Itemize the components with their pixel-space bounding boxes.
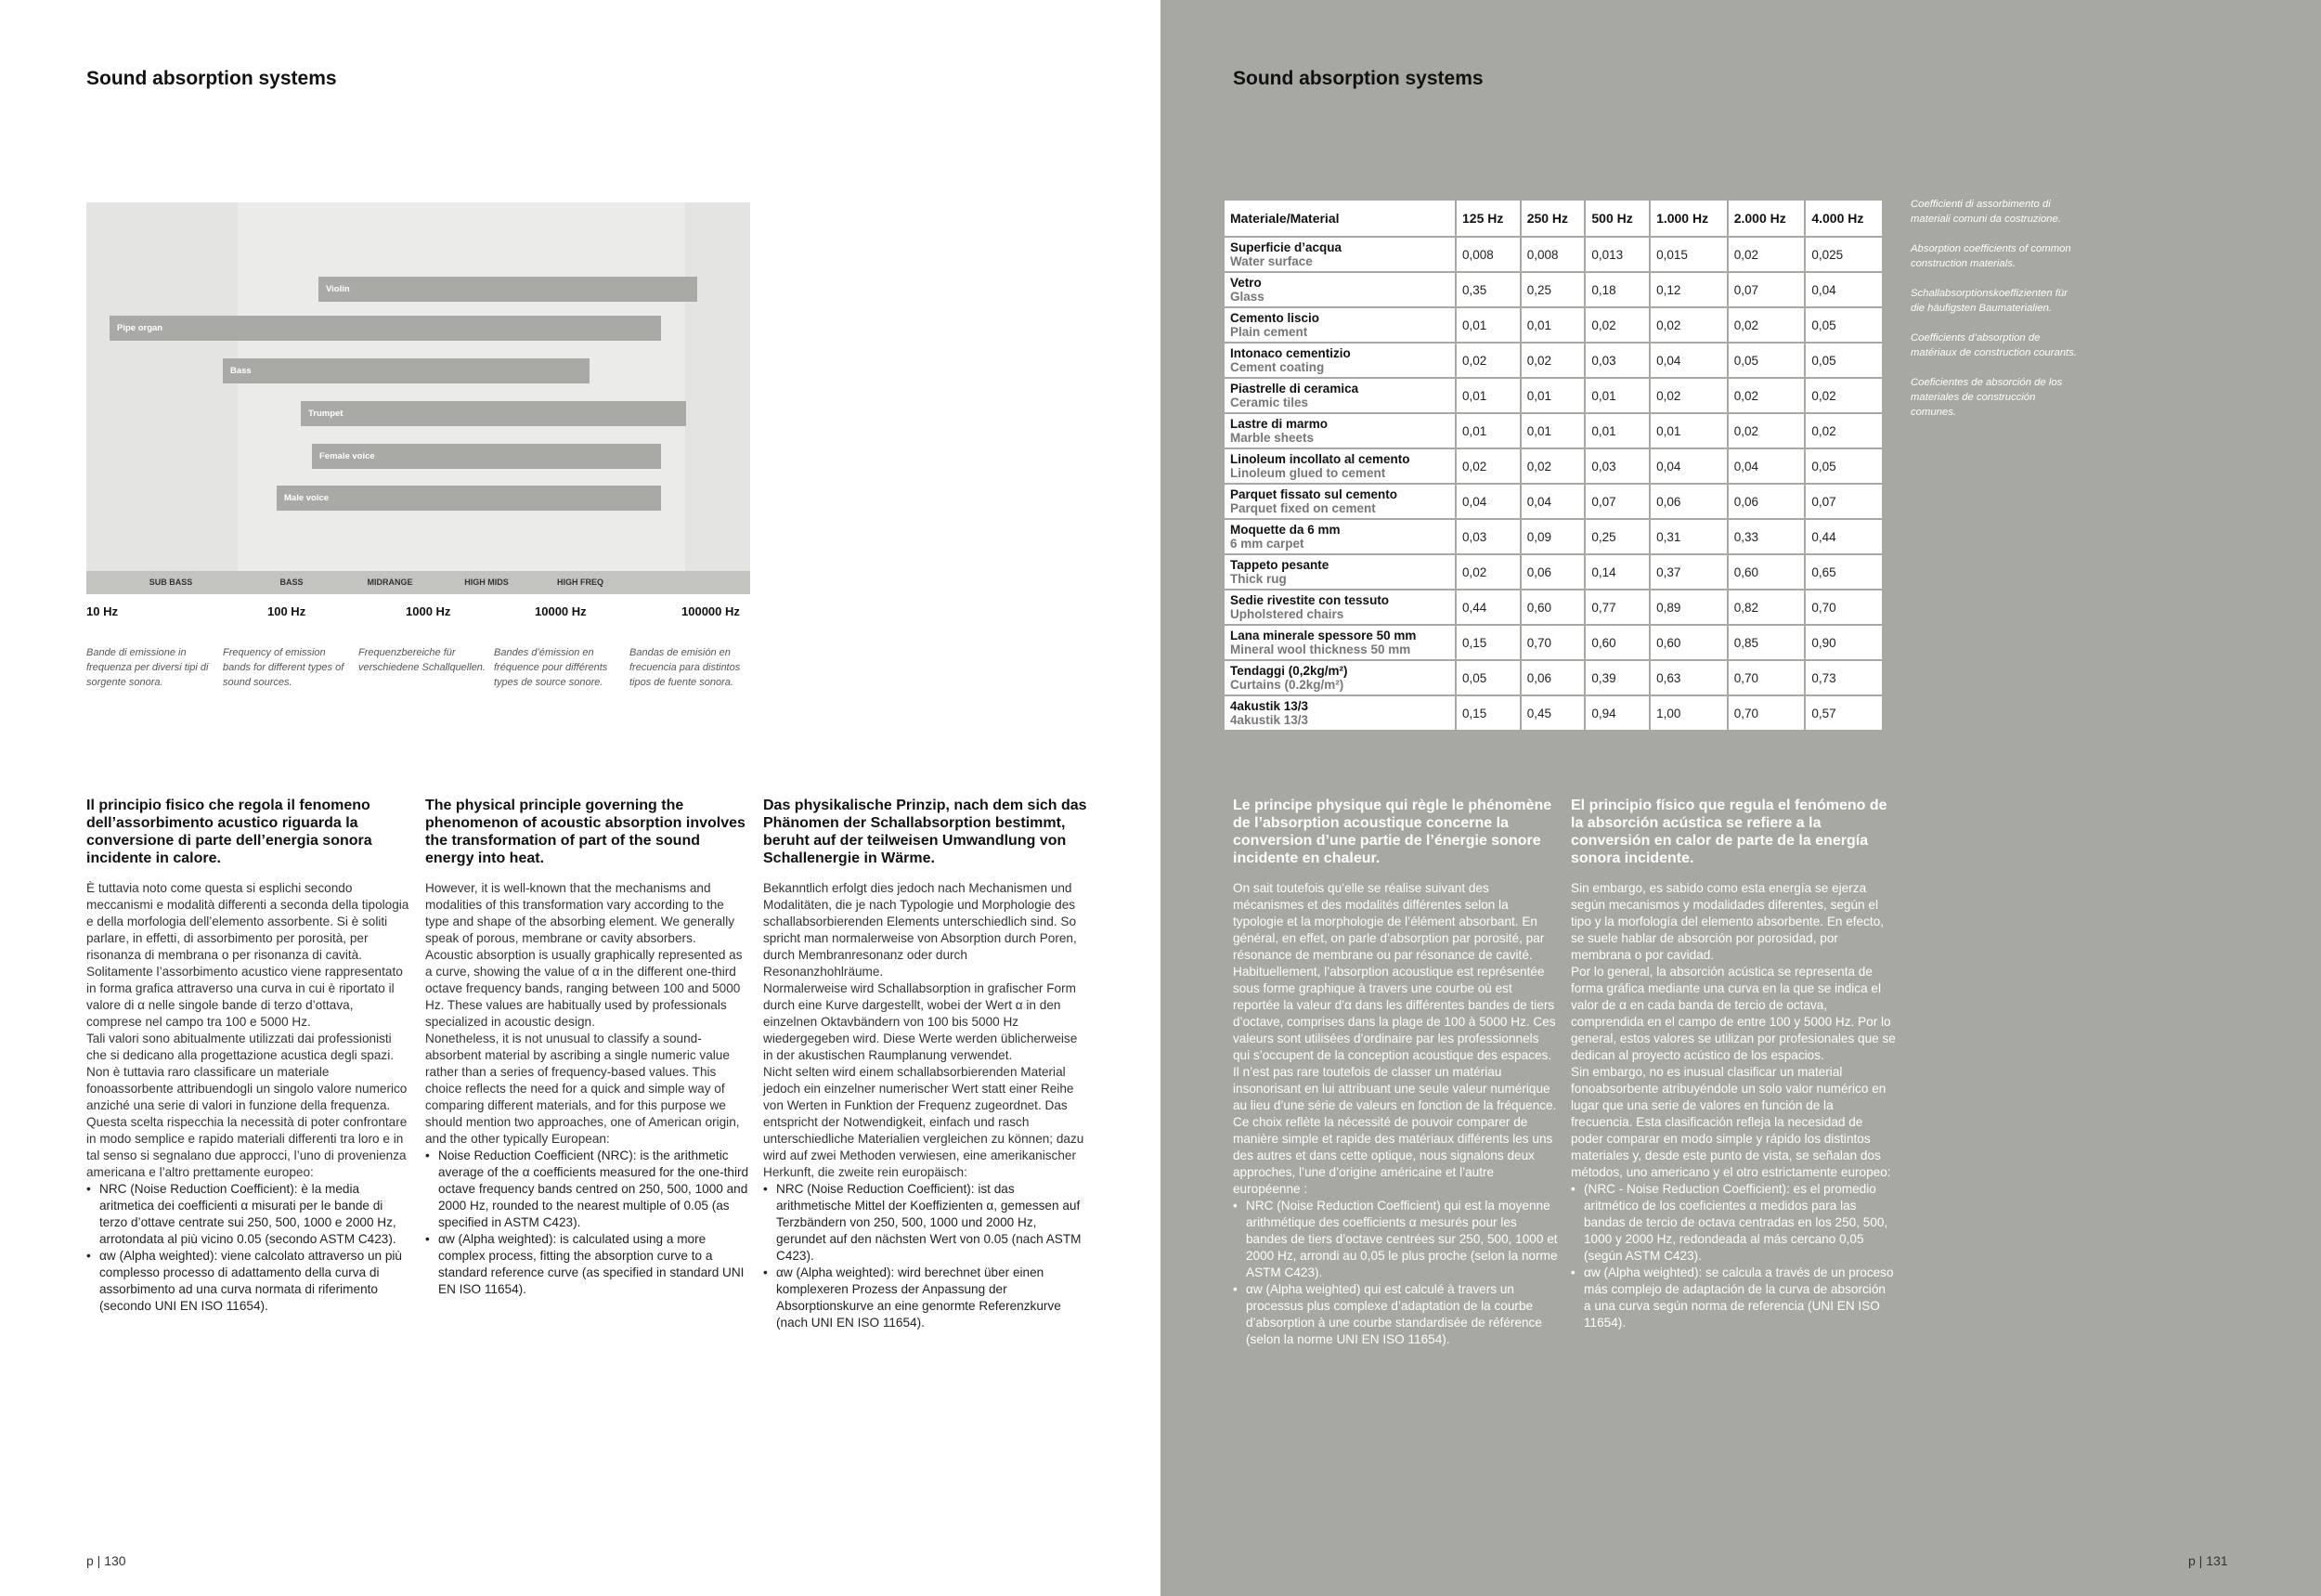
table-row	[1224, 554, 1883, 590]
value-cell: 0,02	[1456, 554, 1521, 590]
paragraph: È tuttavia noto come questa si esplichi secondo meccanismi e modalità differenti a seconda della tipologia e della morfologia dell’elemento assorbente. Si è soliti parlare, in effetti, di assorbimento per porosità, per risonanza di membrana o per risonanza di cavità.	[86, 881, 409, 962]
value-cell: 0,01	[1585, 413, 1650, 448]
value-cell: 0,44	[1805, 519, 1883, 554]
paragraph: Habituellement, l’absorption acoustique est représentée sous forme graphique à travers une courbe où est reportée la valeur d’α dans les différentes bandes de tiers d’octave, comprises dans la plage de 100 à 5000 Hz. Ces valeurs sont utilisées d’ordinaire par les professionnels qui s’occupent de la conception acoustique des espaces.	[1233, 965, 1556, 1062]
value-cell: 0,90	[1805, 625, 1883, 660]
paragraph: Il n’est pas rare toutefois de classer un matériau insonorisant en lui attribuant une seule valeur numérique au lieu d’une série de valeurs en fonction de la fréquence. Ce choix reflète la nécessité de pouvoir comparer de manière simple et rapide des matériaux différents les uns des autres et dans cette optique, nous signalons deux approches, l’une d’origine américaine et l’autre européenne :	[1233, 1065, 1557, 1196]
value-cell: 0,02	[1650, 378, 1728, 413]
value-cell: 0,05	[1456, 660, 1521, 695]
bar-violin: Violin	[318, 277, 697, 302]
material-name-it: Vetro	[1230, 276, 1262, 290]
value-cell: 0,01	[1456, 307, 1521, 343]
material-name-it: Cemento liscio	[1230, 311, 1320, 325]
table-row	[1224, 660, 1883, 695]
material-cell	[1224, 378, 1456, 413]
material-cell	[1224, 307, 1456, 343]
material-cell	[1224, 625, 1456, 660]
axis-tick-100000hz: 100000 Hz	[681, 604, 740, 618]
chart-midband	[238, 202, 685, 571]
bullet-list	[1571, 1181, 1896, 1331]
value-cell: 0,60	[1728, 554, 1806, 590]
table-row	[1224, 448, 1883, 484]
table-header-cell: 2.000 Hz	[1728, 200, 1806, 237]
frequency-chart	[86, 202, 750, 594]
table-row	[1224, 625, 1883, 660]
bar-pipe-organ: Pipe organ	[110, 316, 661, 341]
material-name-it: Lana minerale spessore 50 mm	[1230, 629, 1417, 642]
material-name-en: Cement coating	[1230, 360, 1325, 374]
material-name-en: Linoleum glued to cement	[1230, 466, 1386, 480]
table-header-cell: 1.000 Hz	[1650, 200, 1728, 237]
range-high-freq: HIGH FREQ	[556, 577, 604, 587]
table-row	[1224, 519, 1883, 554]
value-cell: 0,06	[1521, 554, 1586, 590]
list-item: • αw (Alpha weighted) qui est calculé à travers un processus plus complexe d’adaptation de la courbe d’absorption à une courbe standardisée de référence (selon la norme UNI EN ISO 11654).	[1233, 1281, 1558, 1348]
material-cell	[1224, 413, 1456, 448]
material-cell	[1224, 519, 1456, 554]
value-cell: 0,70	[1728, 695, 1806, 731]
bullet-list	[763, 1181, 1088, 1331]
value-cell: 0,008	[1456, 237, 1521, 272]
material-name-it: Parquet fissato sul cemento	[1230, 487, 1398, 501]
value-cell: 0,39	[1585, 660, 1650, 695]
value-cell: 0,70	[1521, 625, 1586, 660]
value-cell: 0,07	[1728, 272, 1806, 307]
text-column-fr	[1233, 797, 1558, 1348]
list-item: • NRC (Noise Reduction Coefficient) qui est la moyenne arithmétique des coefficients α mesurés pour les bandes de tiers d’octave centrées sur 250, 500, 1000 et 2000 Hz, arrondi au 0,05 le plus proche (selon la norme ASTM C423).	[1233, 1198, 1558, 1281]
value-cell: 0,008	[1521, 237, 1586, 272]
value-cell: 0,89	[1650, 590, 1728, 625]
value-cell: 0,77	[1585, 590, 1650, 625]
material-cell	[1224, 343, 1456, 378]
value-cell: 0,70	[1728, 660, 1806, 695]
chart-caption-en: Frequency of emission bands for different types of sound sources.	[223, 647, 344, 688]
value-cell: 0,82	[1728, 590, 1806, 625]
value-cell: 0,18	[1585, 272, 1650, 307]
value-cell: 0,02	[1585, 307, 1650, 343]
value-cell: 0,01	[1521, 413, 1586, 448]
value-cell: 0,07	[1585, 484, 1650, 519]
value-cell: 0,02	[1521, 343, 1586, 378]
paragraph: Acoustic absorption is usually graphically represented as a curve, showing the value of α in the different one-third octave frequency bands, ranging between 100 and 5000 Hz. These values are habitually used by professionals specialized in acoustic design.	[425, 948, 743, 1029]
table-header-cell: 250 Hz	[1521, 200, 1586, 237]
value-cell: 0,05	[1728, 343, 1806, 378]
bar-trumpet: Trumpet	[301, 401, 686, 426]
frequency-range-bar	[86, 571, 750, 594]
table-row	[1224, 413, 1883, 448]
value-cell: 0,013	[1585, 237, 1650, 272]
table-note-es: Coeficientes de absorción de los materiales de construcción comunes.	[1911, 377, 2063, 418]
material-name-it: 4akustik 13/3	[1230, 699, 1309, 713]
table-row	[1224, 237, 1883, 272]
value-cell: 0,63	[1650, 660, 1728, 695]
value-cell: 0,03	[1585, 448, 1650, 484]
value-cell: 0,37	[1650, 554, 1728, 590]
material-cell	[1224, 448, 1456, 484]
value-cell: 0,04	[1650, 343, 1728, 378]
material-name-en: Glass	[1230, 290, 1264, 304]
table-header-cell: 4.000 Hz	[1805, 200, 1883, 237]
table-header-row	[1224, 200, 1883, 237]
value-cell: 0,02	[1728, 413, 1806, 448]
value-cell: 1,00	[1650, 695, 1728, 731]
value-cell: 0,73	[1805, 660, 1883, 695]
value-cell: 0,44	[1456, 590, 1521, 625]
axis-tick-10000hz: 10000 Hz	[535, 604, 587, 618]
paragraph: Sin embargo, no es inusual clasificar un material fonoabsorbente atribuyéndole un solo valor numérico en lugar que una serie de valores en función de la frecuencia. Esta clasificación refleja la necesidad de poder comparar en modo simple y rápido los distintos materiales y, desde este punto de vista, se señalan dos métodos, uno americano y el otro estrictamente europeo:	[1571, 1065, 1891, 1179]
material-name-it: Piastrelle di ceramica	[1230, 382, 1359, 396]
text-column-es	[1571, 797, 1896, 1331]
table-header-cell: Materiale/Material	[1224, 200, 1456, 237]
heading-es: El principio físico que regula el fenómeno de la absorción acústica se refiere a la conversión en calor de parte de la energía sonora incidente.	[1571, 798, 1887, 866]
table-notes	[1911, 197, 2082, 435]
table-row	[1224, 695, 1883, 731]
list-item: • αw (Alpha weighted): wird berechnet über einen komplexeren Prozess der Anpassung der Absorptionskurve an eine genormte Referenzkurve (nach UNI EN ISO 11654).	[763, 1265, 1088, 1331]
heading-en: The physical principle governing the phenomenon of acoustic absorption involves the transformation of part of the sound energy into heat.	[425, 798, 746, 866]
value-cell: 0,07	[1805, 484, 1883, 519]
paragraph: On sait toutefois qu’elle se réalise suivant des mécanismes et des modalités différentes selon la typologie et la morphologie de l’élément absorbant. En général, en effet, on parle d’absorption par porosité, par résonance de membrane ou par résonance de cavité.	[1233, 881, 1545, 962]
list-item: • NRC (Noise Reduction Coefficient): è la media aritmetica dei coefficienti α misurati per le bande di terzo d’ottave centrate sui 250, 500, 1000 e 2000 Hz, arrotondata al più vicino 0.05 (secondo ASTM C423).	[86, 1181, 411, 1248]
value-cell: 0,01	[1650, 413, 1728, 448]
material-name-it: Superficie d’acqua	[1230, 240, 1342, 254]
chart-caption-es: Bandas de emisión en frecuencia para distintos tipos de fuente sonora.	[629, 647, 741, 688]
material-cell	[1224, 272, 1456, 307]
table-row	[1224, 343, 1883, 378]
value-cell: 0,04	[1650, 448, 1728, 484]
value-cell: 0,02	[1521, 448, 1586, 484]
material-name-en: Ceramic tiles	[1230, 396, 1309, 409]
value-cell: 0,06	[1728, 484, 1806, 519]
value-cell: 0,03	[1585, 343, 1650, 378]
list-item: • (NRC - Noise Reduction Coefficient): es el promedio aritmético de los coeficientes α medidos para las bandas de tercio de octava centradas en los 250, 500, 1000 y 2000 Hz, redondeada al más cercano 0,05 (según ASTM C423).	[1571, 1181, 1896, 1265]
left-page	[0, 0, 1160, 1596]
value-cell: 0,45	[1521, 695, 1586, 731]
chart-caption-it: Bande di emissione in frequenza per diversi tipi di sorgente sonora.	[86, 647, 209, 688]
paragraph: Solitamente l’assorbimento acustico viene rappresentato in forma grafica attraverso una curva in cui è riportato il valore di α nelle singole bande di terzo d’ottava, comprese nel campo tra 100 e 5000 Hz.	[86, 965, 403, 1029]
material-cell	[1224, 590, 1456, 625]
value-cell: 0,04	[1456, 484, 1521, 519]
text-column-en	[425, 797, 750, 1298]
value-cell: 0,02	[1728, 378, 1806, 413]
chart-caption-fr: Bandes d’émission en fréquence pour différents types de source sonore.	[494, 647, 608, 688]
value-cell: 0,02	[1456, 343, 1521, 378]
page-title: Sound absorption systems	[86, 68, 337, 89]
paragraph: Bekanntlich erfolgt dies jedoch nach Mechanismen und Modalitäten, die je nach Typologie und Morphologie des schallabsorbierenden Elements unterschiedlich sind. So spricht man normalerweise von Absorption durch Poren, durch Membranresonanz oder durch Resonanzhohlräume.	[763, 881, 1077, 979]
material-cell	[1224, 695, 1456, 731]
table-row	[1224, 378, 1883, 413]
value-cell: 0,04	[1521, 484, 1586, 519]
table-note-it: Coefficienti di assorbimento di materiali comuni da costruzione.	[1911, 199, 2061, 225]
bar-bass: Bass	[223, 358, 590, 383]
text-column-de	[763, 797, 1088, 1331]
material-name-it: Linoleum incollato al cemento	[1230, 452, 1410, 466]
value-cell: 0,04	[1728, 448, 1806, 484]
range-midrange: MIDRANGE	[367, 577, 413, 587]
table-header-cell: 125 Hz	[1456, 200, 1521, 237]
range-bass: BASS	[279, 577, 304, 587]
paragraph: Sin embargo, es sabido como esta energía se ejerza según mecanismos y modalidades diferentes, según el tipo y la morfología del elemento absorbente. En efecto, se suele hablar de absorción por porosidad, por membrana o por cavidad.	[1571, 881, 1885, 962]
material-name-en: Curtains (0.2kg/m²)	[1230, 678, 1344, 692]
range-high-mids: HIGH MIDS	[464, 577, 509, 587]
page-number: p | 131	[2188, 1553, 2228, 1568]
value-cell: 0,70	[1805, 590, 1883, 625]
table-row	[1224, 307, 1883, 343]
heading-de: Das physikalische Prinzip, nach dem sich das Phänomen der Schallabsorption bestimmt, beruht auf der teilweisen Umwandlung von Schallenergie in Wärme.	[763, 798, 1087, 866]
material-name-en: Mineral wool thickness 50 mm	[1230, 642, 1411, 656]
list-item: • αw (Alpha weighted): se calcula a través de un proceso más complejo de adaptación de la curva de absorción a una curva según norma de referencia (UNI EN ISO 11654).	[1571, 1265, 1896, 1331]
table-row	[1224, 484, 1883, 519]
material-name-it: Sedie rivestite con tessuto	[1230, 593, 1390, 607]
page-title: Sound absorption systems	[1233, 68, 1484, 89]
range-sub-bass: SUB BASS	[149, 577, 193, 587]
material-name-it: Tappeto pesante	[1230, 558, 1329, 572]
value-cell: 0,02	[1805, 413, 1883, 448]
value-cell: 0,05	[1805, 343, 1883, 378]
paragraph: However, it is well-known that the mechanisms and modalities of this transformation vary according to the type and shape of the absorbing element. We generally speak of porous, membrane or cavity absorbers.	[425, 881, 735, 945]
value-cell: 0,31	[1650, 519, 1728, 554]
value-cell: 0,09	[1521, 519, 1586, 554]
value-cell: 0,25	[1521, 272, 1586, 307]
chart-caption-de: Frequenzbereiche für verschiedene Schallquellen.	[358, 647, 486, 673]
text-column-it	[86, 797, 411, 1315]
material-name-en: Water surface	[1230, 254, 1313, 268]
value-cell: 0,02	[1728, 237, 1806, 272]
page-number: p | 130	[86, 1553, 126, 1568]
table-note-fr: Coefficients d’absorption de matériaux de construction courants.	[1911, 332, 2077, 358]
paragraph: Nicht selten wird einem schallabsorbierenden Material jedoch ein einzelner numerischer Wert statt einer Reihe von Werten in Funktion der Frequenz zugeordnet. Das entspricht der Notwendigkeit, einfach und rasch unterschiedliche Materialien vergleichen zu können; dazu wird auf zwei Methoden verwiesen, eine amerikanischer Herkunft, die zweite rein europäisch:	[763, 1065, 1084, 1179]
value-cell: 0,35	[1456, 272, 1521, 307]
material-name-en: 4akustik 13/3	[1230, 713, 1309, 727]
value-cell: 0,025	[1805, 237, 1883, 272]
material-name-en: Parquet fixed on cement	[1230, 501, 1376, 515]
value-cell: 0,05	[1805, 448, 1883, 484]
material-cell	[1224, 484, 1456, 519]
value-cell: 0,02	[1456, 448, 1521, 484]
material-name-it: Lastre di marmo	[1230, 417, 1329, 431]
table-note-de: Schallabsorptionskoeffizienten für die häufigsten Baumaterialien.	[1911, 288, 2068, 314]
material-cell	[1224, 660, 1456, 695]
value-cell: 0,03	[1456, 519, 1521, 554]
value-cell: 0,06	[1521, 660, 1586, 695]
paragraph: Non è tuttavia raro classificare un materiale fonoassorbente attribuendogli un singolo valore numerico anziché una serie di valori in funzione della frequenza. Questa scelta rispecchia la necessità di poter confrontare in modo semplice e rapido materiali differenti tra loro e in tal senso si segnalano due approcci, l’uno di provenienza americana e l’altro prettamente europeo:	[86, 1065, 408, 1179]
table-row	[1224, 590, 1883, 625]
value-cell: 0,60	[1521, 590, 1586, 625]
list-item: • NRC (Noise Reduction Coefficient): ist das arithmetische Mittel der Koeffizienten α, gemessen auf Terzbändern von 250, 500, 1000 und 2000 Hz, gerundet auf den nächsten Wert von 0.05 (nach ASTM C423).	[763, 1181, 1088, 1265]
value-cell: 0,01	[1521, 307, 1586, 343]
paragraph: Normalerweise wird Schallabsorption in grafischer Form durch eine Kurve dargestellt, wobei der Wert α in den einzelnen Oktavbändern von 100 bis 5000 Hz wiedergegeben wird. Diese Werte werden üblicherweise in der akustischen Raumplanung verwendet.	[763, 981, 1078, 1062]
value-cell: 0,12	[1650, 272, 1728, 307]
bullet-list	[425, 1148, 750, 1298]
bar-female-voice: Female voice	[312, 444, 661, 469]
paragraph: Nonetheless, it is not unusual to classify a sound-absorbent material by ascribing a single numeric value rather than a series of frequency-based values. This choice reflects the need for a quick and simple way of comparing different materials, and for this purpose we should mention two approaches, one of American origin, and the other typically European:	[425, 1032, 740, 1146]
value-cell: 0,01	[1456, 378, 1521, 413]
list-item: • αw (Alpha weighted): viene calcolato attraverso un più complesso processo di adattamento della curva di assorbimento ad una curva normata di riferimento (secondo UNI EN ISO 11654).	[86, 1248, 411, 1315]
absorption-coefficients-table	[1223, 199, 1884, 732]
value-cell: 0,57	[1805, 695, 1883, 731]
value-cell: 0,25	[1585, 519, 1650, 554]
heading-it: Il principio fisico che regola il fenomeno dell’assorbimento acustico riguarda la conversione di parte dell’energia sonora incidente in calore.	[86, 798, 372, 866]
value-cell: 0,02	[1805, 378, 1883, 413]
bullet-list	[86, 1181, 411, 1315]
table-row	[1224, 272, 1883, 307]
bullet-list	[1233, 1198, 1558, 1348]
table-note-en: Absorption coefficients of common construction materials.	[1911, 243, 2071, 269]
table-header-cell: 500 Hz	[1585, 200, 1650, 237]
value-cell: 0,05	[1805, 307, 1883, 343]
heading-fr: Le principe physique qui règle le phénomène de l’absorption acoustique concerne la conversion d’une partie de l’énergie sonore incidente en chaleur.	[1233, 798, 1552, 866]
axis-tick-100hz: 100 Hz	[267, 604, 306, 618]
bar-male-voice: Male voice	[277, 486, 661, 511]
value-cell: 0,14	[1585, 554, 1650, 590]
value-cell: 0,01	[1521, 378, 1586, 413]
value-cell: 0,01	[1456, 413, 1521, 448]
material-name-it: Tendaggi (0,2kg/m²)	[1230, 664, 1348, 678]
material-name-en: Plain cement	[1230, 325, 1308, 339]
value-cell: 0,02	[1650, 307, 1728, 343]
value-cell: 0,65	[1805, 554, 1883, 590]
value-cell: 0,15	[1456, 625, 1521, 660]
material-name-en: Upholstered chairs	[1230, 607, 1344, 621]
value-cell: 0,04	[1805, 272, 1883, 307]
material-cell	[1224, 237, 1456, 272]
value-cell: 0,15	[1456, 695, 1521, 731]
value-cell: 0,015	[1650, 237, 1728, 272]
value-cell: 0,06	[1650, 484, 1728, 519]
list-item: • Noise Reduction Coefficient (NRC): is the arithmetic average of the α coefficients measured for the one-third octave frequency bands centred on 250, 500, 1000 and 2000 Hz, rounded to the nearest multiple of 0.05 (as specified in ASTM C423).	[425, 1148, 750, 1231]
material-name-en: Thick rug	[1230, 572, 1287, 586]
value-cell: 0,85	[1728, 625, 1806, 660]
material-name-it: Moquette da 6 mm	[1230, 523, 1341, 537]
material-name-it: Intonaco cementizio	[1230, 346, 1351, 360]
value-cell: 0,60	[1650, 625, 1728, 660]
value-cell: 0,94	[1585, 695, 1650, 731]
material-cell	[1224, 554, 1456, 590]
value-cell: 0,01	[1585, 378, 1650, 413]
value-cell: 0,33	[1728, 519, 1806, 554]
material-name-en: 6 mm carpet	[1230, 537, 1304, 551]
axis-tick-10hz: 10 Hz	[86, 604, 118, 618]
paragraph: Por lo general, la absorción acústica se representa de forma gráfica mediante una curva en la que se indica el valor de α en cada banda de tercio de octava, comprendida en el campo de entre 100 y 5000 Hz. Por lo general, estos valores se utilizan por profesionales que se dedican al proyecto acústico de los espacios.	[1571, 965, 1896, 1062]
paragraph: Tali valori sono abitualmente utilizzati dai professionisti che si dedicano alla progettazione acustica degli spazi.	[86, 1032, 394, 1062]
list-item: • αw (Alpha weighted): is calculated using a more complex process, fitting the absorption curve to a standard reference curve (as specified in standard UNI EN ISO 11654).	[425, 1231, 750, 1298]
value-cell: 0,02	[1728, 307, 1806, 343]
value-cell: 0,60	[1585, 625, 1650, 660]
material-name-en: Marble sheets	[1230, 431, 1315, 445]
axis-tick-1000hz: 1000 Hz	[406, 604, 451, 618]
